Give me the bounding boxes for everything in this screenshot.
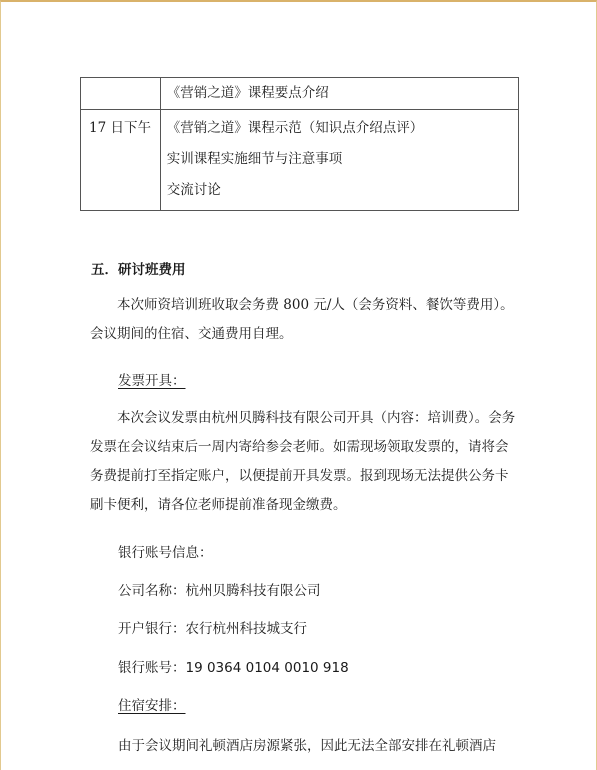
table-row: [81, 78, 519, 110]
schedule-table: [80, 77, 519, 211]
fee-text-2: 会议期间的住宿、交通费用自理。: [90, 326, 293, 342]
fee-text-1: 本次师资培训班收取会务费 800 元/人（会务资料、餐饮等费用）。: [117, 297, 514, 313]
schedule-item: 交流讨论: [166, 182, 221, 198]
fee-paragraph: [90, 291, 520, 349]
bank-name-line: 开户银行：农行杭州科技城支行: [118, 621, 307, 637]
lodging-title: 住宿安排：: [118, 698, 186, 714]
invoice-title: 发票开具：: [118, 373, 186, 389]
bank-info-title: 银行账号信息：: [118, 545, 213, 561]
invoice-paragraph: 本次会议发票由杭州贝腾科技有限公司开具（内容：培训费）。会务发票在会议结束后一周内寄给参会老师。如需现场领取发票的，请将会务费提前打至指定账户，以便提前开具发票。报到现场无法提供公务卡刷卡便利，请各位老师提前准备现金缴费。: [90, 410, 516, 513]
schedule-time: [81, 78, 160, 109]
schedule-item: 实训课程实施细节与注意事项: [166, 151, 343, 167]
company-name-line: 公司名称：杭州贝腾科技有限公司: [118, 583, 321, 599]
schedule-time-cell: [81, 110, 161, 211]
table-row: [81, 110, 519, 211]
section-heading: 五．研讨班费用: [91, 262, 186, 278]
account-label: 银行账号：: [118, 660, 186, 676]
schedule-content-cell: [160, 78, 518, 110]
lodging-paragraph: 由于会议期间礼顿酒店房源紧张，因此无法全部安排在礼顿酒店: [118, 738, 496, 754]
schedule-time-cell: [81, 78, 161, 110]
schedule-item: 《营销之道》课程示范（知识点介绍点评）: [166, 120, 424, 136]
schedule-time: 17 日下午: [89, 120, 151, 136]
account-line: [118, 656, 349, 676]
account-number: 19 0364 0104 0010 918: [185, 660, 349, 676]
schedule-item: 《营销之道》课程要点介绍: [166, 85, 329, 101]
schedule-content-cell: [160, 110, 518, 211]
